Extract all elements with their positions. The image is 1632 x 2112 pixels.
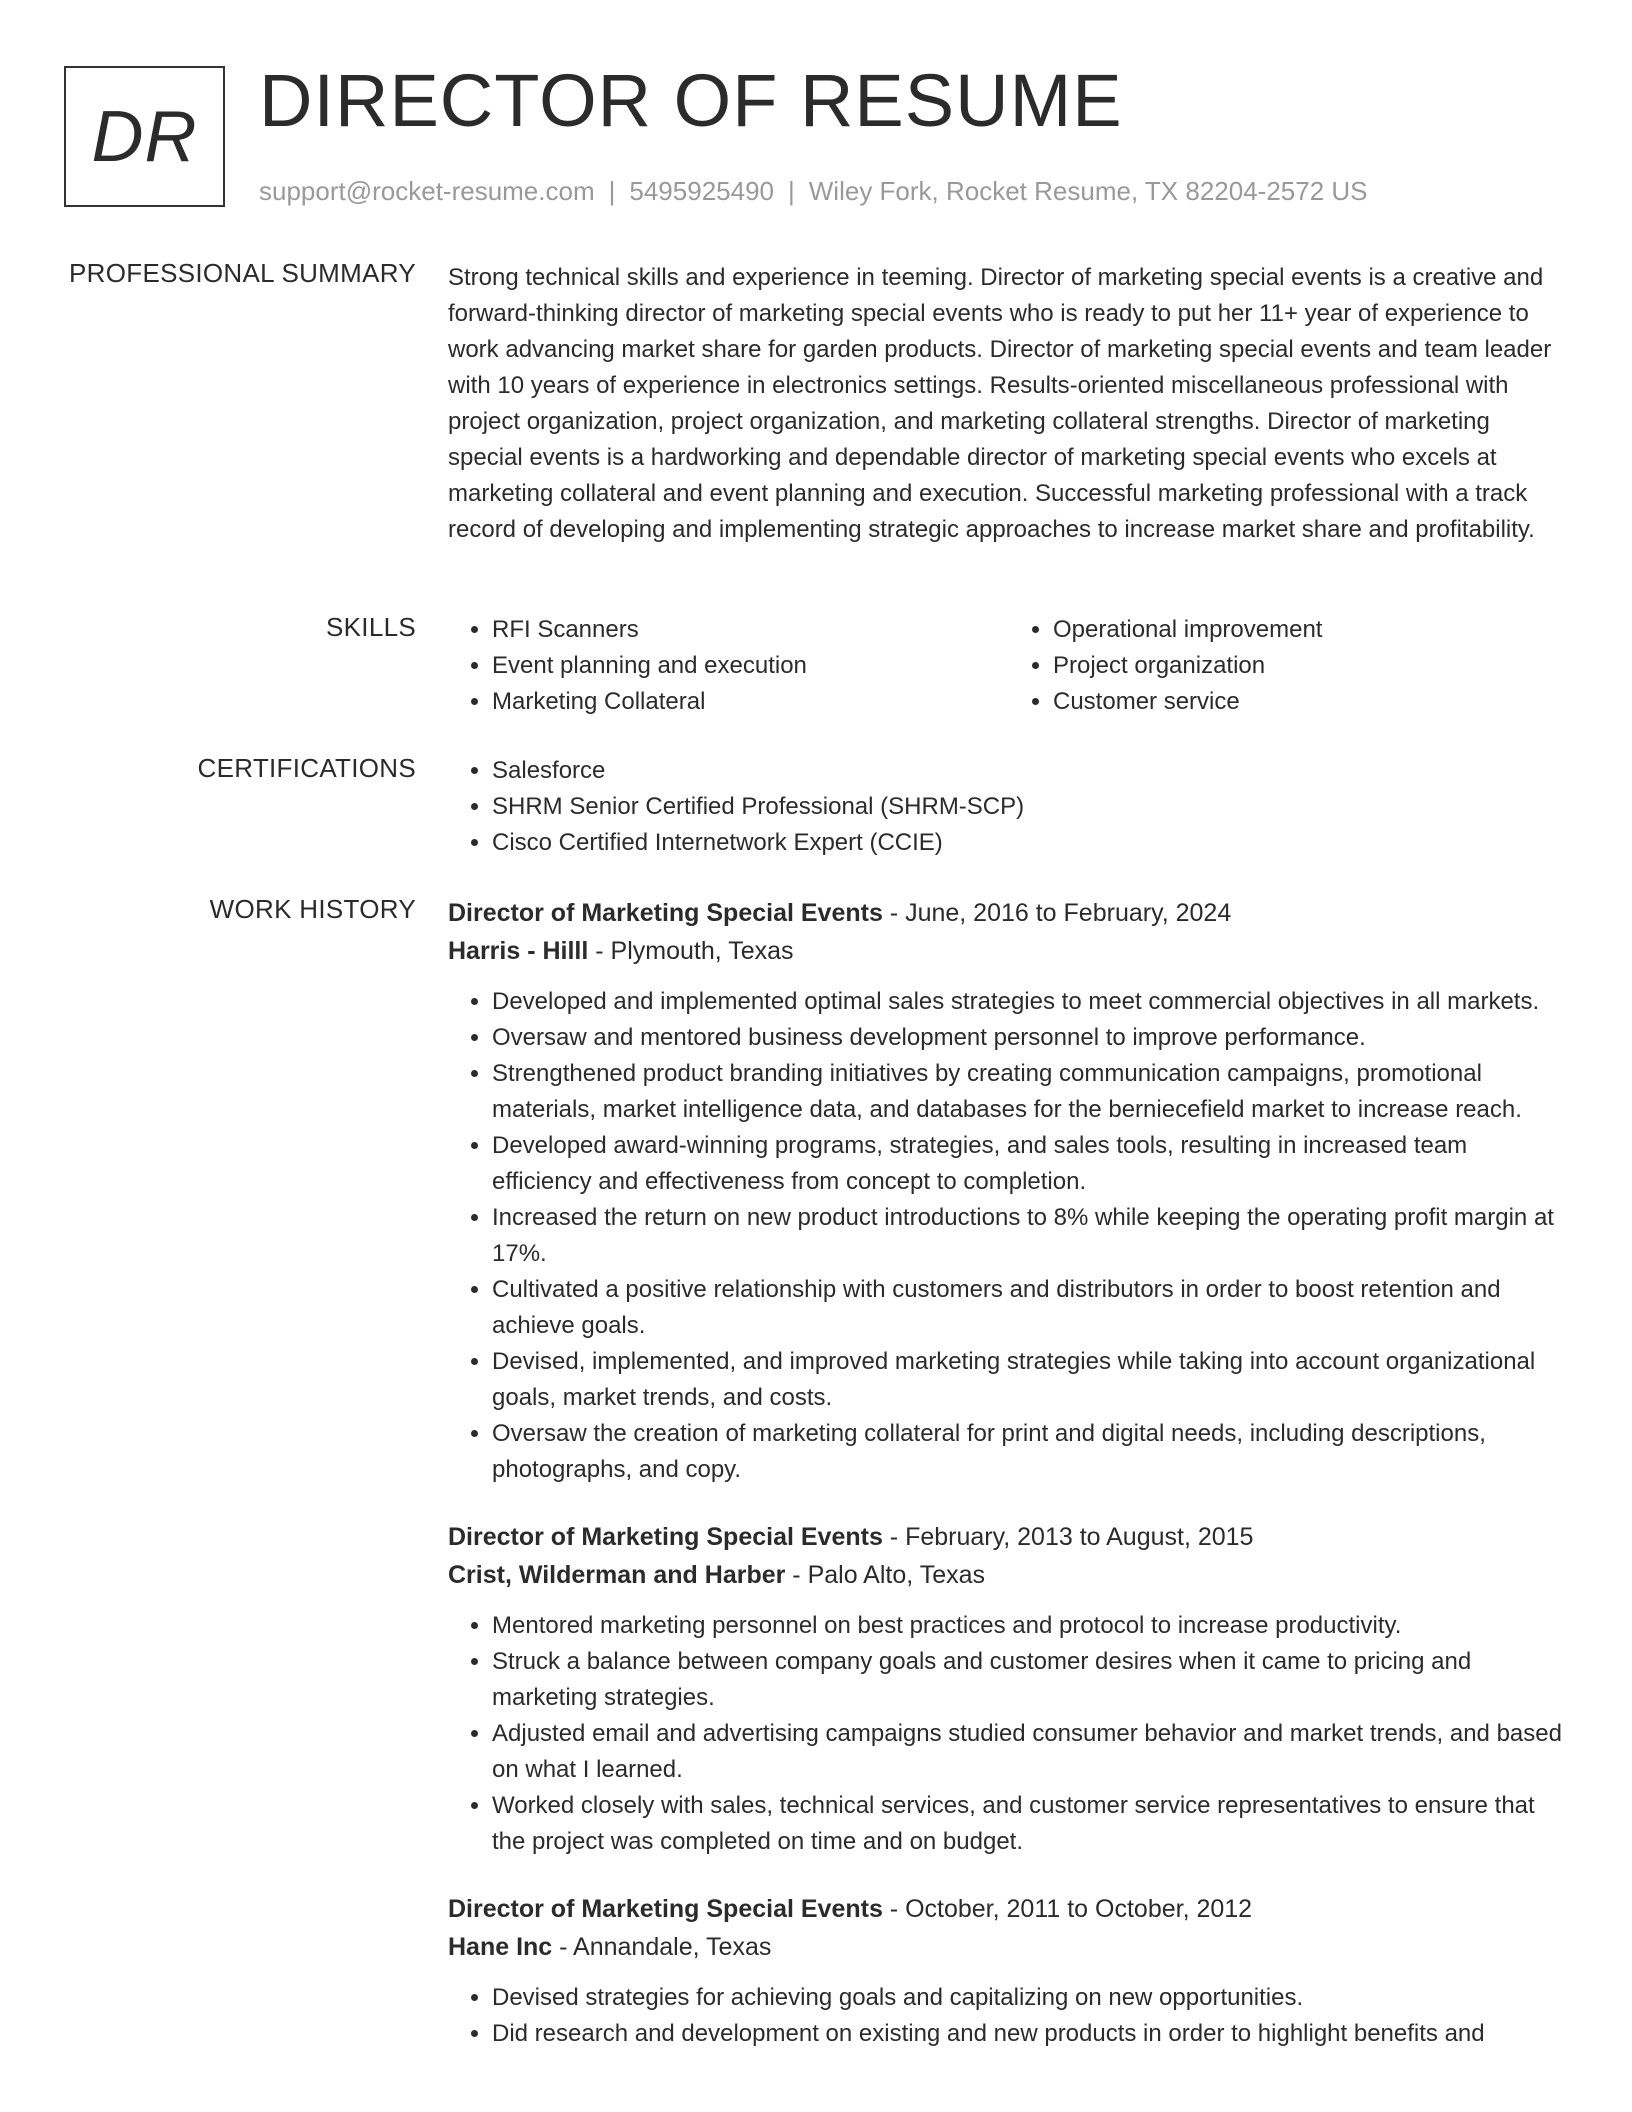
section-label-certifications: CERTIFICATIONS	[197, 753, 416, 783]
job-bullet: • Devised, implemented, and improved marketing strategies while taking into account organizational goals, market trends, and costs.	[492, 1344, 1570, 1416]
job-bullet: • Oversaw the creation of marketing collateral for print and digital needs, including descriptions, photographs, and copy.	[492, 1416, 1570, 1488]
job-bullet: • Struck a balance between company goals and customer desires when it came to pricing and marketing strategies.	[492, 1644, 1570, 1716]
job-bullet: • Developed award-winning programs, strategies, and sales tools, resulting in increased team efficiency and effectiveness from concept to completion.	[492, 1128, 1570, 1200]
section-label-work-history: WORK HISTORY	[209, 894, 416, 924]
monogram-initials: DR	[91, 96, 198, 177]
certification-item: • SHRM Senior Certified Professional (SHRM-SCP)	[492, 789, 1570, 825]
job-entry	[448, 1518, 1570, 1860]
job-company: Hane Inc	[448, 1933, 553, 1961]
contact-phone[interactable]: 5495925490	[629, 176, 774, 206]
resume-name: DIRECTOR OF RESUME	[259, 59, 1123, 142]
summary-text: Strong technical skills and experience in teeming. Director of marketing special events is a creative and forward-thinking director of marketing special events who is ready to put her 11+ year of experience to work advancing market share for garden products. Director of marketing special events and team leader with 10 years of experience in electronics settings. Results-oriented miscellaneous professional with project organization, project organization, and marketing collateral strengths. Director of marketing special events is a hardworking and dependable director of marketing special events who excels at marketing collateral and event planning and execution. Successful marketing professional with a track record of developing and implementing strategic approaches to increase market share and profitability.	[448, 264, 1552, 543]
skill-item: • Operational improvement	[1053, 612, 1570, 648]
skill-item: • Event planning and execution	[492, 648, 1009, 684]
job-title-line	[448, 894, 1570, 932]
job-location: - Plymouth, Texas	[588, 937, 794, 965]
contact-separator: |	[788, 176, 795, 206]
work-history-body	[448, 894, 1570, 2082]
job-dates: - June, 2016 to February, 2024	[882, 899, 1232, 927]
job-company-line	[448, 1556, 1570, 1594]
job-company-line	[448, 1928, 1570, 1966]
skills-column-1	[448, 612, 1009, 720]
contact-line	[259, 176, 1368, 207]
skill-item: • Project organization	[1053, 648, 1570, 684]
job-title-line	[448, 1518, 1570, 1556]
job-bullet: • Developed and implemented optimal sales strategies to meet commercial objectives in all markets.	[492, 984, 1570, 1020]
job-bullet: • Mentored marketing personnel on best practices and protocol to increase productivity.	[492, 1608, 1570, 1644]
job-dates: - October, 2011 to October, 2012	[882, 1895, 1253, 1923]
certification-item: • Salesforce	[492, 753, 1570, 789]
job-dates: - February, 2013 to August, 2015	[882, 1523, 1254, 1551]
job-entry	[448, 894, 1570, 1488]
job-bullet: • Strengthened product branding initiatives by creating communication campaigns, promotional materials, market intelligence data, and databases for the berniecefield market to increase reach.	[492, 1056, 1570, 1128]
monogram-box	[64, 66, 225, 207]
skills-body	[448, 612, 1570, 720]
contact-email[interactable]: support@rocket-resume.com	[259, 176, 595, 206]
job-bullet: • Cultivated a positive relationship with customers and distributors in order to boost retention and achieve goals.	[492, 1272, 1570, 1344]
job-location: - Palo Alto, Texas	[785, 1561, 986, 1589]
certification-item: • Cisco Certified Internetwork Expert (CCIE)	[492, 825, 1570, 861]
contact-address: Wiley Fork, Rocket Resume, TX 82204-2572 US	[808, 176, 1368, 206]
job-bullet: • Devised strategies for achieving goals and capitalizing on new opportunities.	[492, 1980, 1570, 2016]
section-label-summary: PROFESSIONAL SUMMARY	[69, 258, 416, 288]
job-company: Harris - Hilll	[448, 937, 589, 965]
job-bullet: • Worked closely with sales, technical services, and customer service representatives to ensure that the project was completed on time and on budget.	[492, 1788, 1570, 1860]
job-entry	[448, 1890, 1570, 2052]
job-bullet: • Increased the return on new product introductions to 8% while keeping the operating profit margin at 17%.	[492, 1200, 1570, 1272]
job-title: Director of Marketing Special Events	[448, 1523, 883, 1551]
certifications-body	[448, 753, 1570, 861]
certifications-list	[448, 753, 1570, 861]
job-bullet: • Oversaw and mentored business development personnel to improve performance.	[492, 1020, 1570, 1056]
job-bullets	[448, 984, 1570, 1488]
contact-separator: |	[608, 176, 616, 206]
summary-body	[448, 260, 1570, 548]
job-bullets	[448, 1980, 1570, 2052]
job-bullet: • Adjusted email and advertising campaigns studied consumer behavior and market trends, and based on what I learned.	[492, 1716, 1570, 1788]
skill-item: • Customer service	[1053, 684, 1570, 720]
job-title-line	[448, 1890, 1570, 1928]
section-label-skills: SKILLS	[326, 612, 416, 642]
job-company: Crist, Wilderman and Harber	[448, 1561, 786, 1589]
job-bullet: • Did research and development on existing and new products in order to highlight benefits and	[492, 2016, 1570, 2052]
job-company-line	[448, 932, 1570, 970]
job-title: Director of Marketing Special Events	[448, 899, 883, 927]
skills-column-2	[1009, 612, 1570, 720]
job-title: Director of Marketing Special Events	[448, 1895, 883, 1923]
skill-item: • Marketing Collateral	[492, 684, 1009, 720]
job-bullets	[448, 1608, 1570, 1860]
job-location: - Annandale, Texas	[552, 1933, 772, 1961]
skill-item: • RFI Scanners	[492, 612, 1009, 648]
